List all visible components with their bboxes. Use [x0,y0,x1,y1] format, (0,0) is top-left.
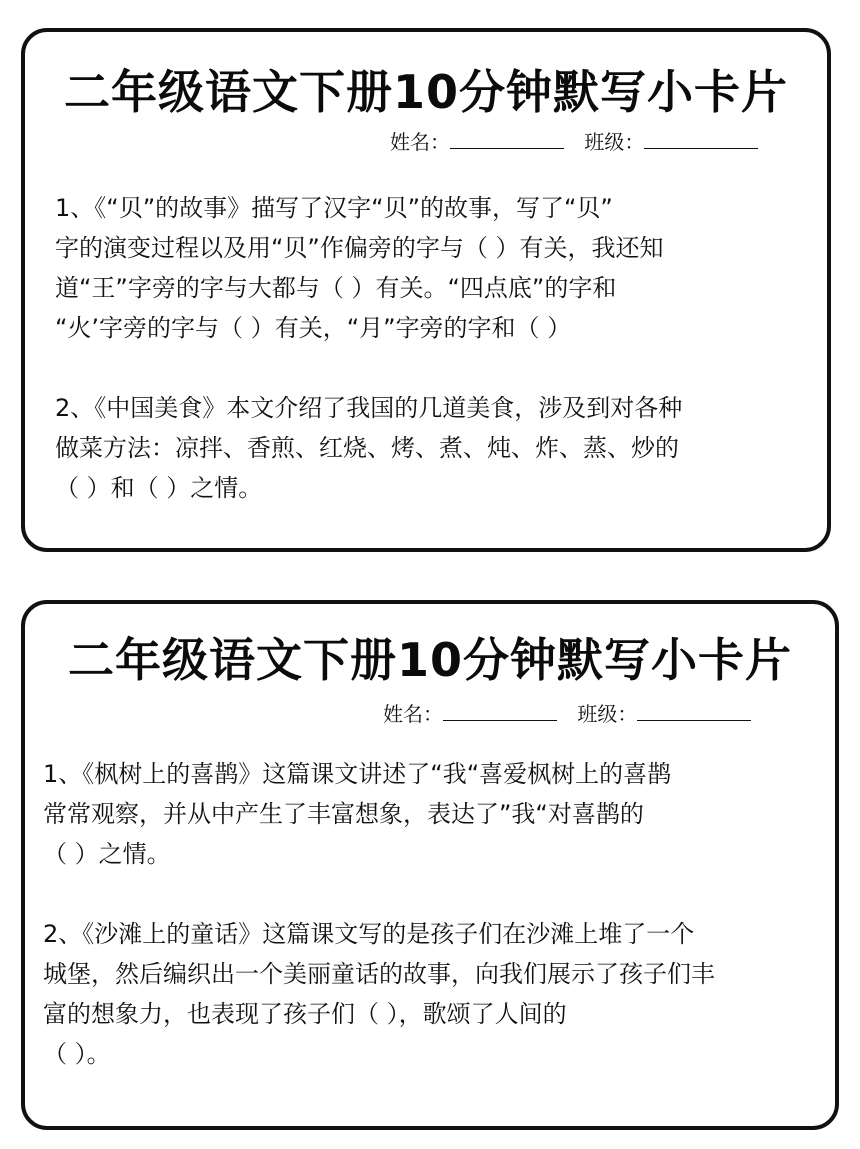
dictation-card-2 [21,600,839,1130]
question-line: 做菜方法：凉拌、香煎、红烧、烤、煮、炖、炸、蒸、炒的 [55,434,679,462]
question-line: 1、《枫树上的喜鹊》这篇课文讲述了“我“喜爱枫树上的喜鹊 [43,760,672,788]
question-line: 2、《沙滩上的童话》这篇课文写的是孩子们在沙滩上堆了一个 [43,920,695,948]
name-label: 姓名： [383,702,443,726]
question-line: （ ）之情。 [43,840,171,868]
question-1 [55,188,664,348]
class-blank[interactable] [637,700,751,721]
question-line: 字的演变过程以及用“贝”作偏旁的字与（ ）有关，我还知 [55,234,664,262]
card-title: 二年级语文下册10分钟默写小卡片 [67,633,792,687]
question-line: （ ）。 [43,1040,111,1068]
dictation-card-1 [21,28,831,552]
question-line: 2、《中国美食》本文介绍了我国的几道美食，涉及到对各种 [55,394,683,422]
name-blank[interactable] [443,700,557,721]
question-2 [55,388,682,508]
question-line: 道“王”字旁的字与大都与（ ）有关。“四点底”的字和 [55,274,617,302]
question-line: 常常观察，并从中产生了丰富想象，表达了”我“对喜鹊的 [43,800,644,828]
question-line: 富的想象力，也表现了孩子们（ ），歌颂了人间的 [43,1000,567,1028]
question-1 [43,754,671,874]
card-title: 二年级语文下册10分钟默写小卡片 [63,65,788,119]
name-label: 姓名： [390,130,450,154]
question-line: （ ）和（ ）之情。 [55,474,263,502]
name-blank[interactable] [450,128,564,149]
class-label: 班级： [577,702,638,726]
student-info-row [383,698,765,727]
question-line: 1、《“贝”的故事》描写了汉字“贝”的故事，写了“贝” [55,194,613,222]
question-line: “火’字旁的字与（ ）有关，“月”字旁的字和（ ） [55,314,572,342]
question-line: 城堡，然后编织出一个美丽童话的故事，向我们展示了孩子们丰 [43,960,715,988]
student-info-row [390,126,772,155]
question-2 [43,914,715,1074]
class-label: 班级： [584,130,645,154]
class-blank[interactable] [644,128,758,149]
